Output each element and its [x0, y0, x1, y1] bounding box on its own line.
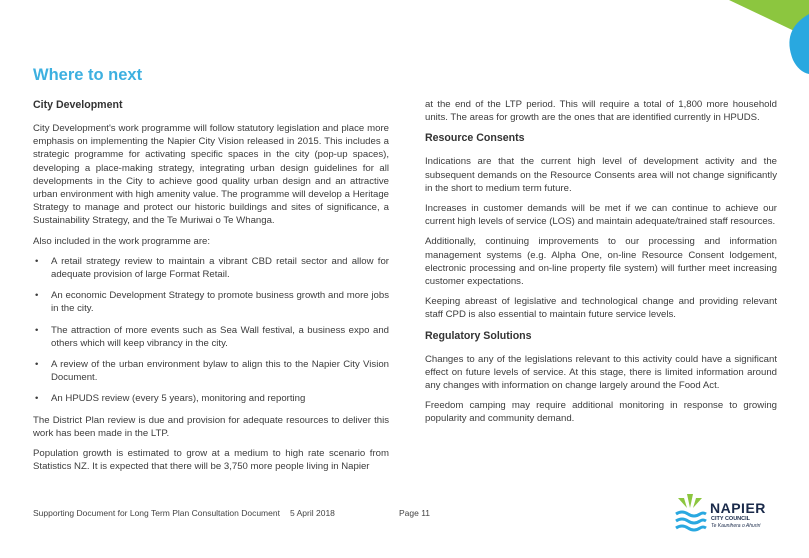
logo-subtitle: CITY COUNCIL	[711, 516, 751, 522]
corner-decoration	[689, 0, 809, 80]
bullet-icon: •	[35, 393, 39, 405]
bullet-icon: •	[35, 290, 39, 302]
list-item: • An economic Development Strategy to promote business growth and more jobs in the city.	[35, 290, 389, 315]
paragraph: City Development's work programme will follow statutory legislation and place more emphasis on implementing the Napier City Vision released in 2015. This includes a strategic programme for activating specific spaces in the city (pop-up spaces), developing a place-making strategy, integrating urban design guidelines for all developments in the City to achieve good quality urban design and an attractive urban environment with high amenity value. The programme will develop a Heritage Strategy to manage and protect our historic buildings and sites of significance, a Sustainability Strategy, and the Te Muriwai o Te Whanga.	[33, 123, 389, 227]
paragraph: Indications are that the current high level of development activity and the subsequent demands on the Resource Consents area will not change significantly in the short to medium term future.	[425, 156, 777, 194]
paragraph: Also included in the work programme are:	[33, 235, 211, 247]
paragraph: Freedom camping may require additional monitoring in response to growing popularity and community demand.	[425, 400, 777, 425]
logo-mark-icon	[674, 494, 708, 538]
footer-page-number: Page 11	[399, 508, 431, 518]
paragraph: Population growth is estimated to grow at a medium to high rate scenario from Statistics NZ. It is expected that there will be 3,750 more people living in Napier	[33, 448, 389, 473]
left-column	[33, 98, 389, 480]
right-column	[425, 98, 777, 433]
paragraph: at the end of the LTP period. This will require a total of 1,800 more household units. The areas for growth are the ones that are identified currently in HPUDS.	[425, 99, 777, 124]
paragraph: Changes to any of the legislations relevant to this activity could have a significant effect on future levels of service. At this stage, there is limited information around any changes with information on change largely around the Food Act.	[425, 353, 777, 392]
list-item: • The attraction of more events such as Sea Wall festival, a business expo and others which will keep vibrancy in the city.	[35, 324, 389, 349]
list-item: • A retail strategy review to maintain a vibrant CBD retail sector and allow for adequate provision of large Format Retail.	[35, 255, 389, 281]
page-heading: Where to next	[33, 66, 143, 84]
section-title-city-development: City Development	[33, 99, 123, 111]
bullet-list	[33, 255, 389, 406]
list-item: • A review of the urban environment bylaw to align this to the Napier City Vision Document.	[35, 359, 389, 384]
napier-city-council-logo	[674, 492, 794, 542]
paragraph: The District Plan review is due and provision for adequate resources to deliver this work has been made in the LTP.	[33, 414, 389, 439]
logo-name: NAPIER	[710, 500, 766, 516]
paragraph: Increases in customer demands will be met if we can continue to achieve our current high levels of service (LOS) and maintain adequate/trained staff resources.	[425, 203, 777, 228]
footer-document-title: Supporting Document for Long Term Plan Consultation Document	[33, 508, 280, 518]
section-title-resource-consents: Resource Consents	[425, 132, 525, 145]
bullet-icon: •	[35, 359, 39, 371]
paragraph: Keeping abreast of legislative and technological change and providing relevant staff CPD is also essential to maintain future service levels.	[425, 296, 777, 321]
section-title-regulatory-solutions: Regulatory Solutions	[425, 329, 532, 342]
paragraph: Additionally, continuing improvements to our processing and information management systems (e.g. Alpha One, on-line Resource Consent lodgement, electronic processing and on-line property file system) will further meet increasing customer expectations.	[425, 236, 777, 288]
list-item: • An HPUDS review (every 5 years), monitoring and reporting	[35, 393, 306, 405]
logo-tagline: Te Kaunihera o Ahuriri	[711, 523, 761, 529]
bullet-icon: •	[35, 255, 39, 267]
footer-date: 5 April 2018	[290, 508, 335, 518]
bullet-icon: •	[35, 324, 39, 336]
